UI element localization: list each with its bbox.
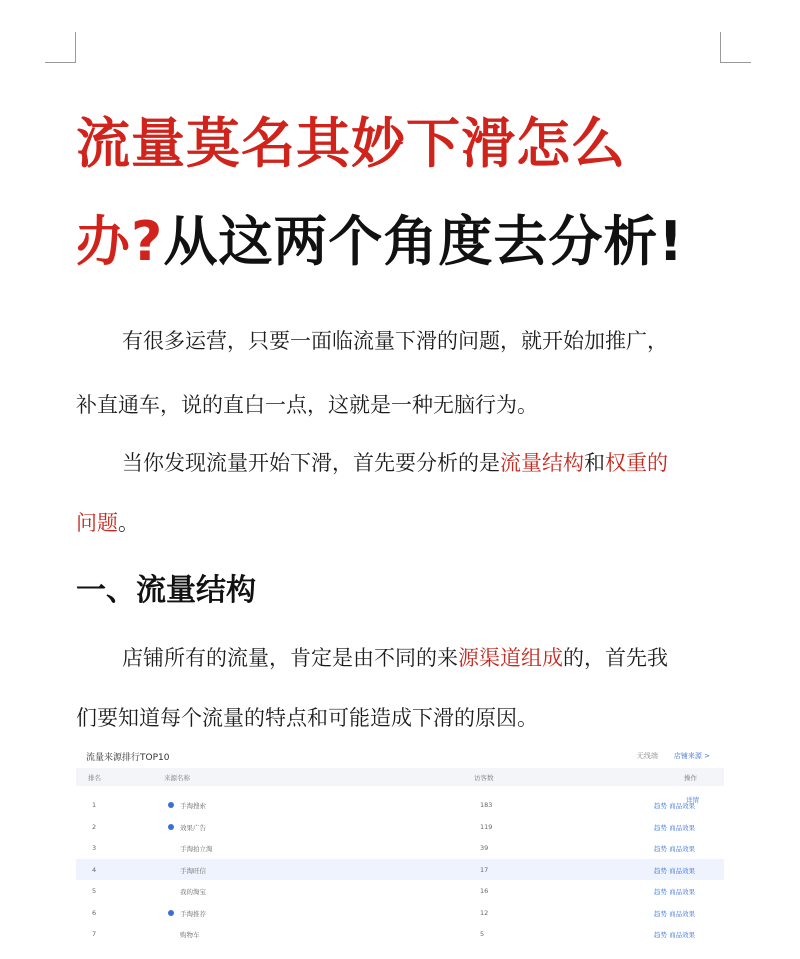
paragraph-1-line-2: 补直通车，说的直白一点，这就是一种无脑行为。 [76, 393, 538, 417]
expand-dot-icon [168, 910, 174, 916]
row-source-name: 效果广告 [180, 823, 206, 832]
table-row [76, 923, 724, 944]
row-rank: 1 [92, 801, 97, 809]
row-detail-link[interactable]: 详情 [686, 796, 699, 804]
header-rank: 排名 [88, 774, 101, 782]
ranking-title: 流量来源排行TOP10 [86, 753, 170, 763]
header-actions: 操作 [684, 774, 697, 782]
title-red-part: 办? [76, 210, 164, 273]
row-source-name: 我的淘宝 [180, 888, 206, 896]
row-visitors: 17 [480, 865, 489, 874]
article-title-line-1: 流量莫名其妙下滑怎么 [76, 112, 626, 175]
table-row [76, 794, 724, 815]
table-row [76, 859, 724, 880]
table-row [76, 880, 724, 901]
row-visitors: 119 [480, 822, 493, 831]
row-rank: 3 [92, 844, 97, 852]
row-source-name: 手淘旺信 [180, 866, 206, 875]
paragraph-1-line-1: 有很多运营，只要一面临流量下滑的问题，就开始加推广， [122, 329, 668, 353]
row-actions[interactable]: 趋势 商品效果 [654, 823, 696, 832]
highlight-traffic-structure: 流量结构 [500, 451, 584, 475]
row-visitors: 16 [480, 887, 489, 895]
table-row [76, 902, 724, 923]
paragraph-3-text-a: 店铺所有的流量，肯定是由不同的来 [122, 646, 458, 670]
highlight-problem: 问题 [76, 511, 118, 535]
highlight-source-channels: 源渠道组成 [458, 646, 563, 670]
section-heading-traffic-structure: 一、流量结构 [76, 573, 256, 608]
ranking-tools [637, 751, 710, 761]
paragraph-3-line-1 [122, 644, 668, 672]
title-black-part: 从这两个角度去分析! [163, 210, 684, 273]
header-visitors: 访客数 [474, 774, 494, 782]
device-select: 无线端 [636, 752, 658, 760]
row-source-name: 购物车 [180, 931, 200, 939]
row-visitors: 183 [480, 801, 493, 809]
row-actions[interactable]: 趋势 商品效果 [654, 866, 696, 875]
paragraph-3-line-2: 们要知道每个流量的特点和可能造成下滑的原因。 [76, 706, 538, 730]
article-title-line-2 [76, 212, 736, 272]
highlight-weight: 权重的 [605, 451, 668, 475]
paragraph-2-text-b: 和 [584, 451, 605, 475]
row-actions[interactable]: 趋势 商品效果 [654, 845, 696, 853]
table-row [76, 816, 724, 837]
row-actions[interactable]: 趋势 商品效果 [654, 931, 696, 939]
header-source-name: 来源名称 [164, 774, 190, 782]
traffic-source-ranking-screenshot [76, 744, 724, 959]
paragraph-2-end: 。 [118, 511, 139, 535]
row-rank: 7 [92, 930, 97, 938]
row-source-name: 手淘拍立淘 [180, 845, 213, 853]
row-actions[interactable]: 趋势 商品效果 [654, 888, 696, 896]
row-actions[interactable]: 趋势 商品效果 [654, 802, 696, 810]
expand-dot-icon [168, 802, 174, 808]
row-rank: 5 [92, 887, 97, 895]
table-row [76, 837, 724, 858]
paragraph-2-text-a: 当你发现流量开始下滑，首先要分析的是 [122, 451, 500, 475]
row-actions[interactable]: 趋势 商品效果 [654, 909, 696, 918]
shop-source-link: 店铺来源 > [673, 752, 710, 760]
row-visitors: 5 [480, 930, 485, 938]
paragraph-3-text-b: 的，首先我 [563, 646, 668, 670]
row-visitors: 12 [480, 908, 489, 917]
paragraph-2-line-2 [76, 509, 139, 537]
row-rank: 6 [92, 908, 97, 917]
expand-dot-icon [168, 824, 174, 830]
crop-mark-top-right [720, 32, 751, 63]
row-visitors: 39 [480, 844, 489, 852]
row-rank: 4 [92, 865, 97, 874]
row-source-name: 手淘搜索 [180, 802, 206, 810]
row-rank: 2 [92, 822, 97, 831]
ranking-table-header [76, 768, 724, 786]
paragraph-2-line-1 [122, 449, 668, 477]
row-source-name: 手淘推荐 [180, 909, 206, 918]
crop-mark-top-left [45, 32, 76, 63]
